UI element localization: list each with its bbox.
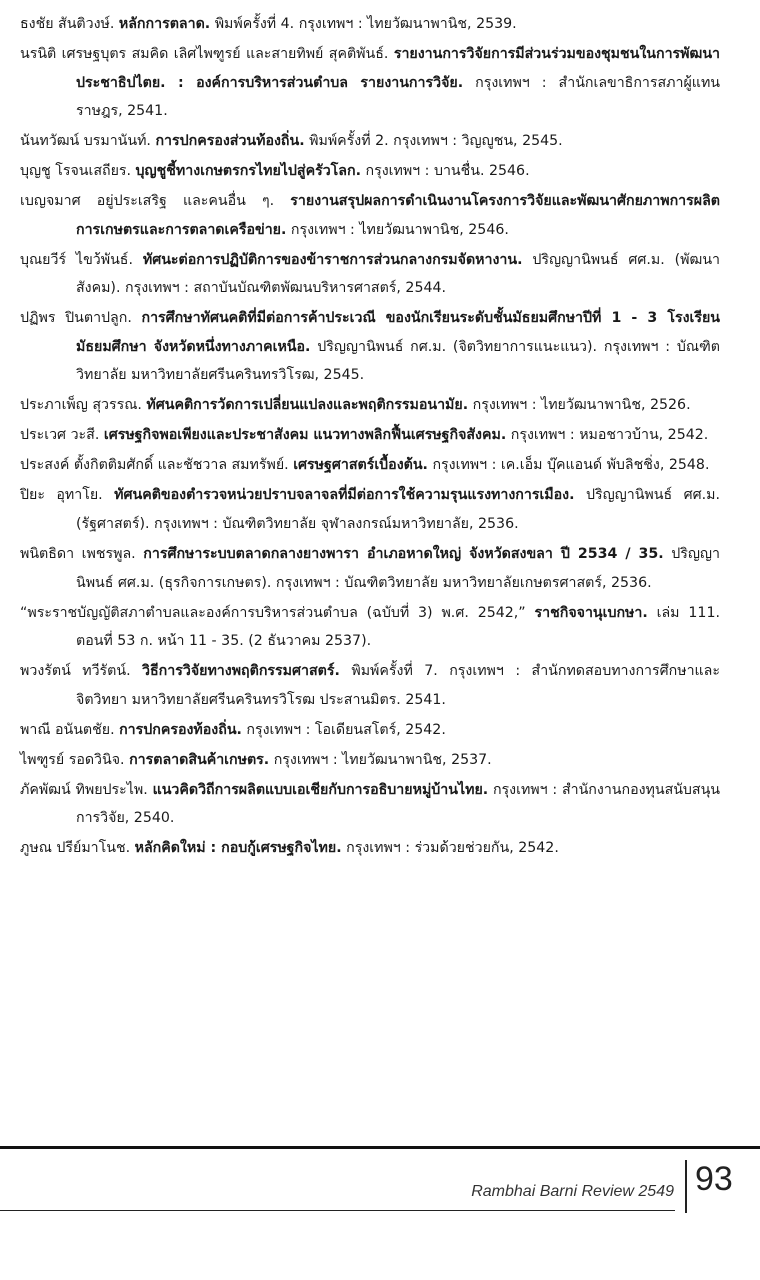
entry-title: หลักการตลาด. [118,16,211,32]
entry-publication: กรุงเทพฯ : หมอชาวบ้าน, 2542. [510,427,709,444]
entry-author: ประภาเพ็ญ สุวรรณ. [20,397,142,414]
footer-divider-thick [0,1146,760,1149]
entry-author: บุณยวีร์ ไขว้พันธ์. [20,251,133,268]
entry-publication: พิมพ์ครั้งที่ 4. กรุงเทพฯ : ไทยวัฒนาพานิช, 2539. [214,16,517,32]
bibliography-entry [20,481,720,538]
entry-author: ภัคพัฒน์ ทิพยประไพ. [20,781,148,798]
entry-author: พนิตธิดา เพชรพูล. [20,545,136,562]
entry-author: เบญจมาศ อยู่ประเสริฐ และคนอื่น ๆ. [20,193,275,210]
entry-title: การตลาดสินค้าเกษตร. [129,751,270,768]
bibliography-entry [20,304,720,390]
bibliography-entry [20,657,720,714]
entry-publication: เล่ม 111. ตอนที่ 53 ก. หน้า 11 - 35. (2 ธันวาคม 2537). [76,604,720,650]
bibliography-entry [20,40,720,126]
journal-name: Rambhai Barni Review 2549 [471,1183,674,1200]
bibliography-entry [20,157,720,186]
entry-author: ธงชัย สันติวงษ์. [20,16,115,32]
entry-author: ประสงค์ ตั้งกิตติมศักดิ์ และชัชวาล สมทรัพย์. [20,457,289,474]
entry-author: ไพฑูรย์ รอดวินิจ. [20,751,125,768]
bibliography-entry [20,187,720,244]
bibliography-entry [20,599,720,656]
entry-author: ปฏิพร ปินตาปลูก. [20,310,132,327]
entry-title: ทัศนคติการวัดการเปลี่ยนแปลงและพฤติกรรมอนามัย. [146,397,469,414]
bibliography-entry [20,834,720,863]
bibliography-entry [20,776,720,833]
entry-publication: ปริญญานิพนธ์ กศ.ม. (จิตวิทยาการแนะแนว). กรุงเทพฯ : บัณฑิตวิทยาลัย มหาวิทยาลัยศรีนครินทรวิโรฒ, 2545. [76,338,720,384]
entry-title: ทัศนะต่อการปฏิบัติการของข้าราชการส่วนกลางกรมจัดหางาน. [142,251,523,268]
entry-publication: พิมพ์ครั้งที่ 7. กรุงเทพฯ : สำนักทดสอบทางการศึกษาและจิตวิทยา มหาวิทยาลัยศรีนครินทรวิโรฒ ประสานมิตร. 2541. [76,663,720,708]
entry-publication: พิมพ์ครั้งที่ 2. กรุงเทพฯ : วิญญูชน, 2545. [309,133,563,150]
bibliography-entry [20,451,720,480]
bibliography-entry [20,10,720,39]
entry-publication: ปริญญานิพนธ์ ศศ.ม. (รัฐศาสตร์). กรุงเทพฯ : บัณฑิตวิทยาลัย จุฬาลงกรณ์มหาวิทยาลัย, 2536. [76,487,720,532]
entry-publication: กรุงเทพฯ : สำนักงานกองทุนสนับสนุนการวิจัย, 2540. [76,781,720,827]
entry-author: ภูษณ ปรีย์มาโนช. [20,840,131,857]
entry-author: “พระราชบัญญัติสภาตำบลและองค์การบริหารส่วนตำบล (ฉบับที่ 3) พ.ศ. 2542,” [20,604,526,621]
entry-title: หลักคิดใหม่ : กอบกู้เศรษฐกิจไทย. [134,840,342,857]
entry-title: ทัศนคติของตำรวจหน่วยปราบจลาจลที่มีต่อการใช้ความรุนแรงทางการเมือง. [114,487,575,504]
bibliography-entry [20,746,720,775]
entry-publication: กรุงเทพฯ : ร่วมด้วยช่วยกัน, 2542. [346,840,559,857]
entry-publication: กรุงเทพฯ : โอเดียนสโตร์, 2542. [246,721,446,738]
entry-publication: กรุงเทพฯ : สำนักเลขาธิการสภาผู้แทนราษฎร, 2541. [76,74,721,120]
entry-title: แนวคิดวิถีการผลิตแบบเอเชียกับการอธิบายหมู่บ้านไทย. [152,781,489,798]
footer-vertical-divider [685,1160,687,1213]
entry-title: การปกครองส่วนท้องถิ่น. [155,133,305,150]
entry-publication: ปริญญานิพนธ์ ศศ.ม. (พัฒนาสังคม). กรุงเทพฯ : สถาบันบัณฑิตพัฒนบริหารศาสตร์, 2544. [76,251,721,297]
bibliography-list [20,10,720,864]
entry-title: บุญชูชี้ทางเกษตรกรไทยไปสู่ครัวโลก. [135,163,361,180]
bibliography-entry [20,540,720,597]
entry-publication: กรุงเทพฯ : ไทยวัฒนาพานิช, 2526. [472,397,691,414]
page-number: 93 [695,1160,733,1198]
entry-publication: กรุงเทพฯ : ไทยวัฒนาพานิช, 2546. [290,221,509,238]
entry-author: ปิยะ อุทาโย. [20,487,103,504]
entry-title: การปกครองท้องถิ่น. [119,721,242,738]
bibliography-entry [20,391,720,420]
bibliography-entry [20,127,720,156]
entry-author: นรนิติ เศรษฐบุตร สมคิด เลิศไพฑูรย์ และสายทิพย์ สุคติพันธ์. [20,45,389,62]
entry-title: การศึกษาระบบตลาดกลางยางพารา อำเภอหาดใหญ่ จังหวัดสงขลา ปี 2534 / 35. [143,545,664,562]
entry-publication: กรุงเทพฯ : ไทยวัฒนาพานิช, 2537. [273,751,492,768]
entry-title: วิธีการวิจัยทางพฤติกรรมศาสตร์. [142,663,340,680]
bibliography-entry [20,421,720,450]
entry-title: รายงานสรุปผลการดำเนินงานโครงการวิจัยและพัฒนาศักยภาพการผลิตการเกษตรและการตลาดเครือข่าย. [76,193,720,238]
entry-title: ราชกิจจานุเบกษา. [534,604,648,621]
entry-author: พวงรัตน์ ทวีรัตน์. [20,663,131,680]
bibliography-entry [20,716,720,745]
entry-author: บุญชู โรจนเสถียร. [20,163,132,180]
entry-title: รายงานการวิจัยการมีส่วนร่วมของชุมชนในการพัฒนาประชาธิปไตย. : องค์การบริหารส่วนตำบล รายงานการวิจัย. [76,45,720,91]
entry-title: เศรษฐศาสตร์เบื้องต้น. [293,457,428,474]
entry-title: การศึกษาทัศนคติที่มีต่อการค้าประเวณี ของนักเรียนระดับชั้นมัธยมศึกษาปีที่ 1 - 3 โรงเรียนมัธยมศึกษา จังหวัดหนึ่งทางภาคเหนือ. [76,310,720,355]
entry-author: ประเวศ วะสี. [20,427,100,444]
entry-title: เศรษฐกิจพอเพียงและประชาสังคม แนวทางพลิกฟื้นเศรษฐกิจสังคม. [103,427,507,444]
bibliography-entry [20,246,720,303]
entry-author: พาณี อนันตชัย. [20,721,115,738]
entry-publication: ปริญญานิพนธ์ ศศ.ม. (ธุรกิจการเกษตร). กรุงเทพฯ : บัณฑิตวิทยาลัย มหาวิทยาลัยเกษตรศาสตร์, 2536. [76,545,720,591]
entry-publication: กรุงเทพฯ : บานชื่น. 2546. [365,163,530,180]
entry-author: นันทวัฒน์ บรมานันท์. [20,133,151,150]
footer-divider-thin [0,1210,675,1211]
entry-publication: กรุงเทพฯ : เค.เอ็ม บุ๊คแอนด์ พับลิชชิ่ง, 2548. [432,457,710,474]
